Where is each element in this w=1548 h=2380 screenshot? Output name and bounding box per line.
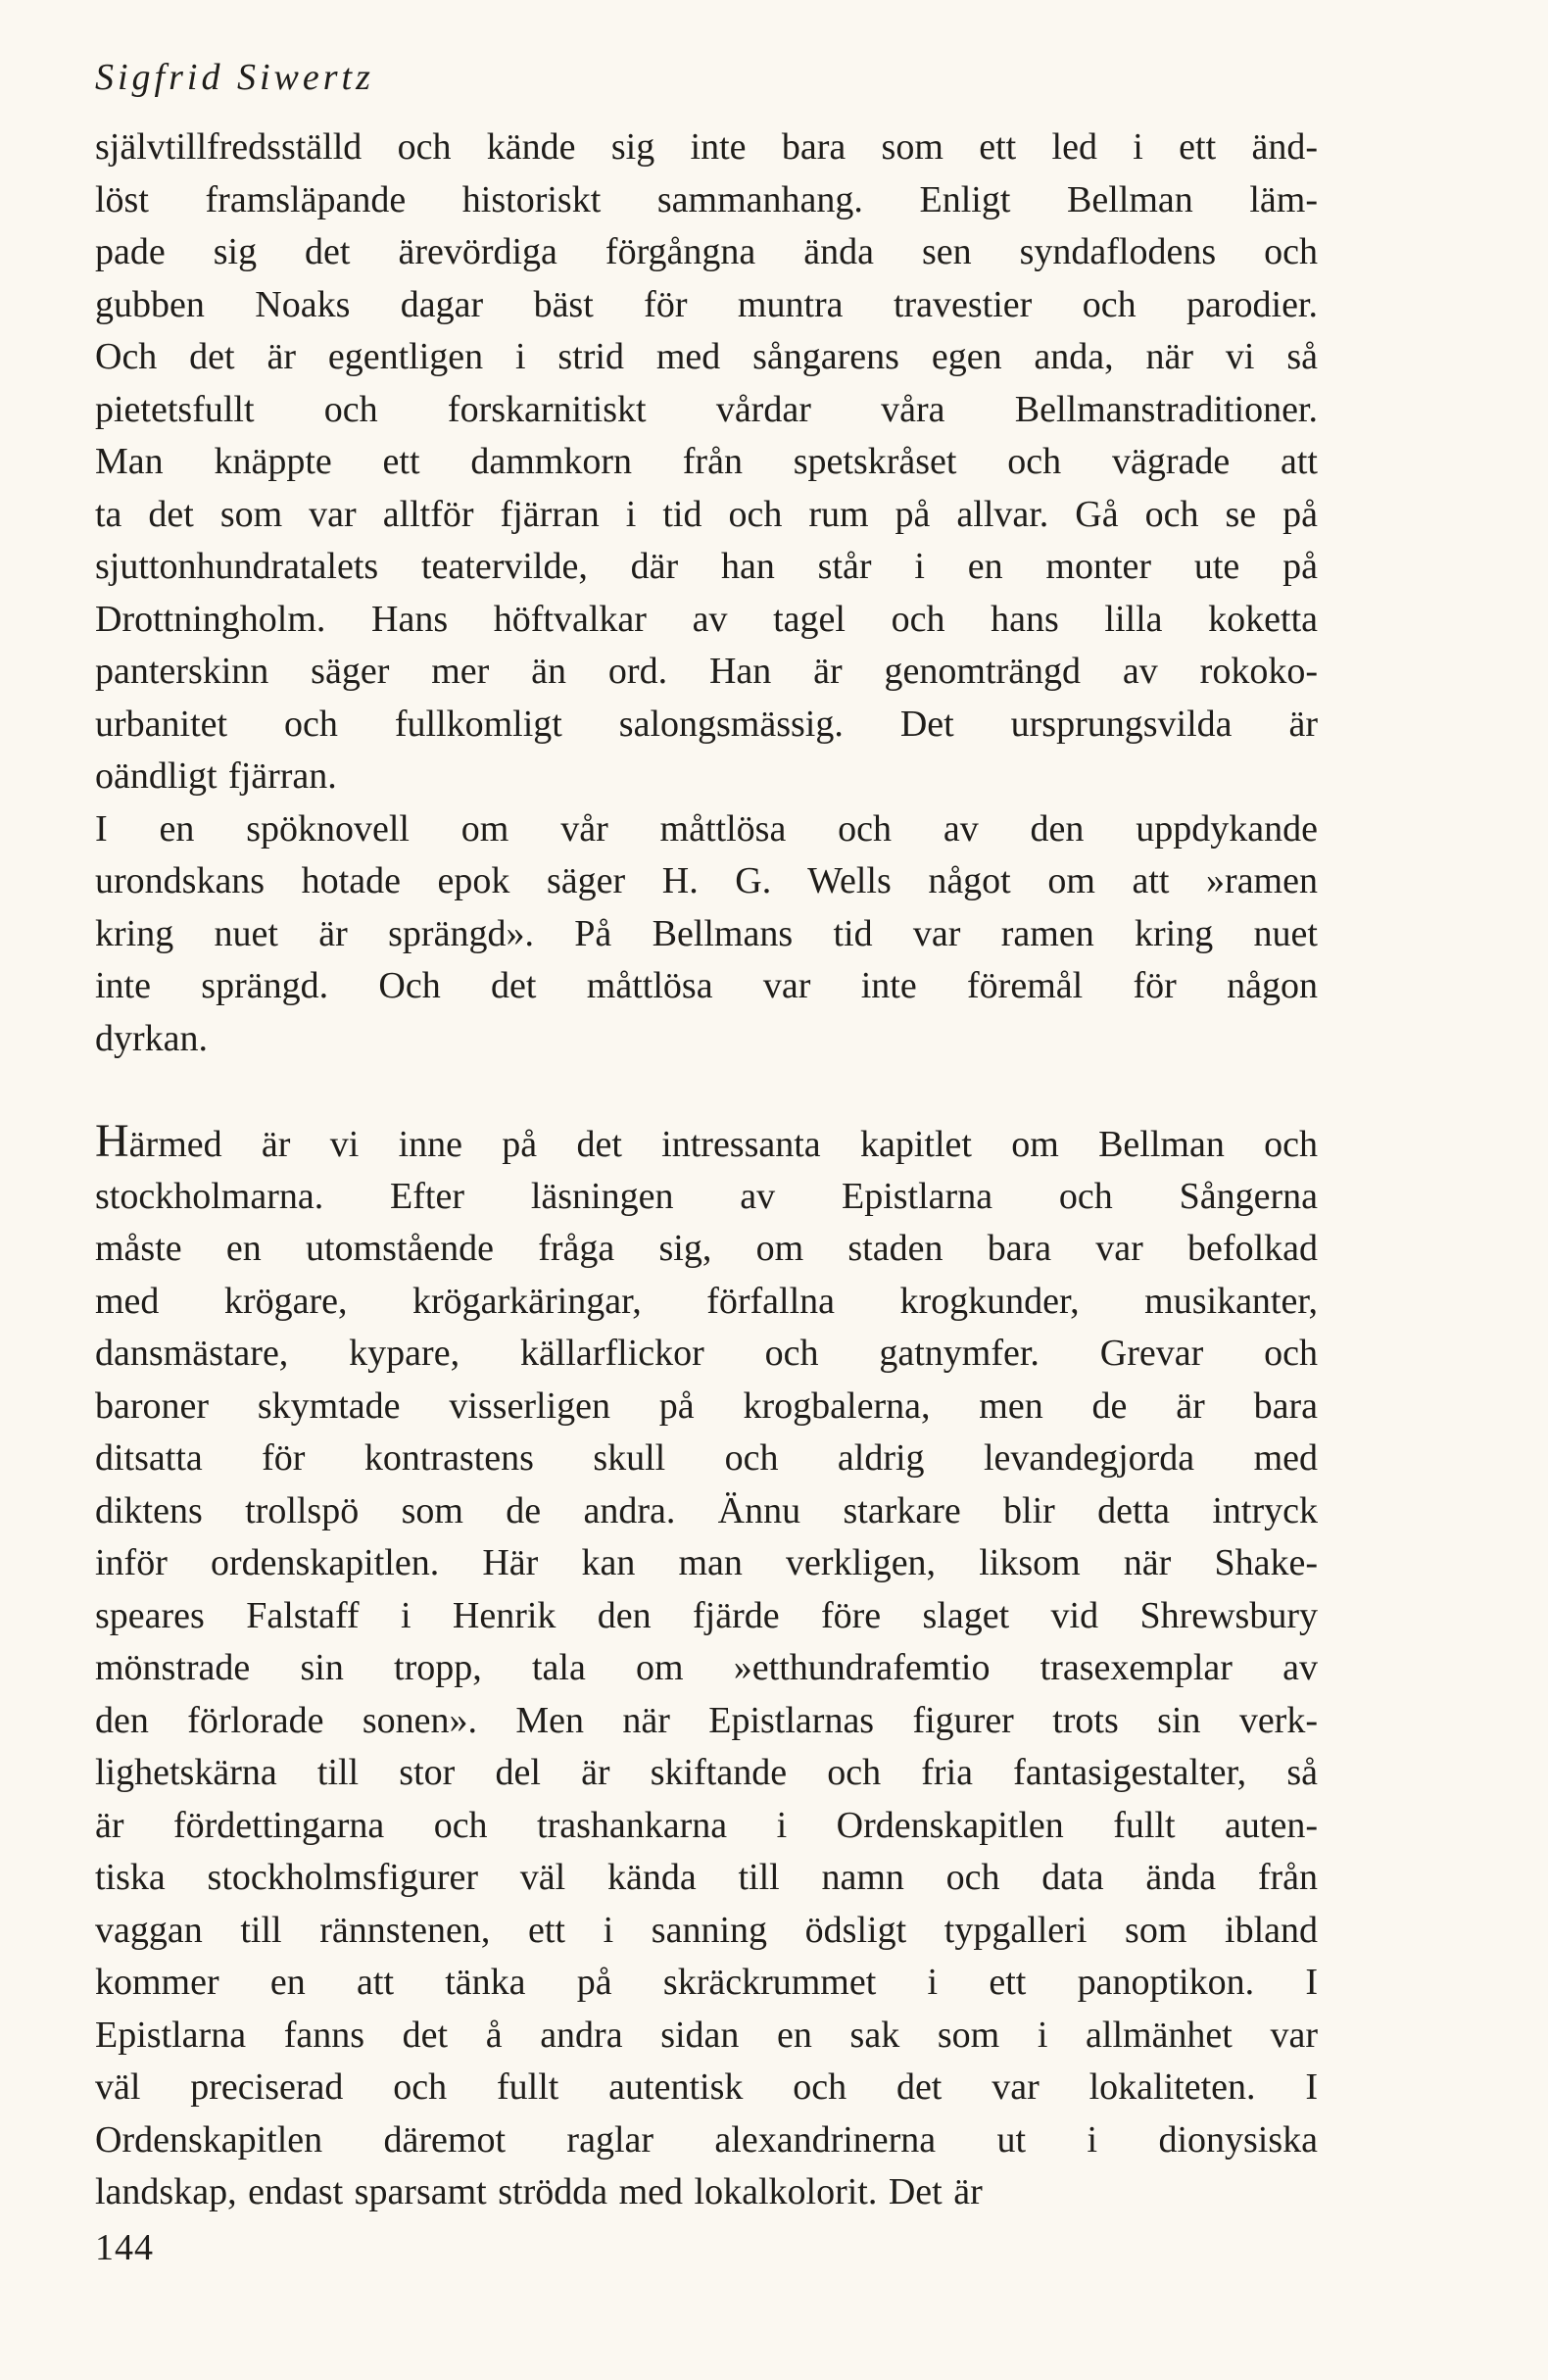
- text-line: är fördettingarna och trashankarna i Ordenskapitlen fullt auten-: [95, 1804, 1318, 1846]
- text-line: pade sig det ärevördiga förgångna ända sen syndaflodens och: [95, 231, 1318, 272]
- text-line: urbanitet och fullkomligt salongsmässig. Det ursprungsvilda är: [95, 703, 1318, 745]
- text-line: Man knäppte ett dammkorn från spetskråset och vägrade att: [95, 441, 1318, 482]
- text-line: ditsatta för kontrastens skull och aldrig levandegjorda med: [95, 1437, 1318, 1479]
- text-line: kommer en att tänka på skräckrummet i ett panoptikon. I: [95, 1962, 1318, 2003]
- text-line: urondskans hotade epok säger H. G. Wells något om att »ramen: [95, 860, 1318, 901]
- text-line: [95, 1115, 1318, 1171]
- text-line: med krögare, krögarkäringar, förfallna krogkunder, musikanter,: [95, 1280, 1318, 1322]
- text-line: Drottningholm. Hans höftvalkar av tagel och hans lilla koketta: [95, 598, 1318, 640]
- text-line: sjuttonhundratalets teatervilde, där han står i en monter ute på: [95, 546, 1318, 587]
- text-line: Epistlarna fanns det å andra sidan en sak som i allmänhet var: [95, 2014, 1318, 2056]
- text-line: diktens trollspö som de andra. Ännu starkare blir detta intryck: [95, 1489, 1318, 1531]
- text-line: måste en utomstående fråga sig, om staden bara var befolkad: [95, 1228, 1318, 1269]
- text-line: mönstrade sin tropp, tala om »etthundrafemtio trasexemplar av: [95, 1647, 1318, 1688]
- text-line-rest: ärmed är vi inne på det intressanta kapitlet om Bellman och: [128, 1124, 1318, 1165]
- page-number: 144: [95, 2227, 154, 2268]
- text-line: inte sprängd. Och det måttlösa var inte föremål för någon: [95, 965, 1318, 1006]
- text-line: ta det som var alltför fjärran i tid och rum på allvar. Gå och se på: [95, 493, 1318, 535]
- text-line: väl preciserad och fullt autentisk och det var lokaliteten. I: [95, 2066, 1318, 2108]
- text-line: oändligt fjärran.: [95, 755, 337, 797]
- text-line: panterskinn säger mer än ord. Han är genomträngd av rokoko-: [95, 651, 1318, 692]
- text-line: löst framsläpande historiskt sammanhang. Enligt Bellman läm-: [95, 178, 1318, 220]
- text-line: dyrkan.: [95, 1017, 209, 1059]
- text-line: baroner skymtade visserligen på krogbalerna, men de är bara: [95, 1384, 1318, 1427]
- text-line: speares Falstaff i Henrik den fjärde före slaget vid Shrewsbury: [95, 1594, 1318, 1636]
- text-line: Och det är egentligen i strid med sångarens egen anda, när vi så: [95, 336, 1318, 377]
- text-line: vaggan till rännstenen, ett i sanning ödsligt typgalleri som ibland: [95, 1909, 1318, 1951]
- initial-letter: H: [95, 1115, 129, 1167]
- running-head: Sigfrid Siwertz: [95, 57, 374, 98]
- text-line: kring nuet är sprängd». På Bellmans tid var ramen kring nuet: [95, 912, 1318, 954]
- text-line: Ordenskapitlen däremot raglar alexandrinerna ut i dionysiska: [95, 2118, 1318, 2161]
- section-break: [95, 1065, 1318, 1118]
- body-text: [95, 121, 1318, 2219]
- text-line: lighetskärna till stor del är skiftande och fria fantasigestalter, så: [95, 1752, 1318, 1793]
- text-line: dansmästare, kypare, källarflickor och gatnymfer. Grevar och: [95, 1333, 1318, 1374]
- text-line: inför ordenskapitlen. Här kan man verkligen, liksom när Shake-: [95, 1542, 1318, 1583]
- paragraph: [95, 121, 1318, 803]
- text-line: den förlorade sonen». Men när Epistlarnas figurer trots sin verk-: [95, 1699, 1318, 1741]
- text-line: gubben Noaks dagar bäst för muntra travestier och parodier.: [95, 283, 1318, 325]
- text-line: pietetsfullt och forskarnitiskt vårdar våra Bellmanstraditioner.: [95, 388, 1318, 430]
- text-line: landskap, endast sparsamt strödda med lokalkolorit. Det är: [95, 2171, 983, 2212]
- paragraph: [95, 1115, 1318, 2219]
- text-line: självtillfredsställd och kände sig inte bara som ett led i ett änd-: [95, 126, 1318, 168]
- text-line: tiska stockholmsfigurer väl kända till namn och data ända från: [95, 1857, 1318, 1898]
- paragraph: [95, 803, 1318, 1066]
- text-line: I en spöknovell om vår måttlösa och av den uppdykande: [95, 807, 1318, 850]
- text-line: stockholmarna. Efter läsningen av Epistlarna och Sångerna: [95, 1175, 1318, 1217]
